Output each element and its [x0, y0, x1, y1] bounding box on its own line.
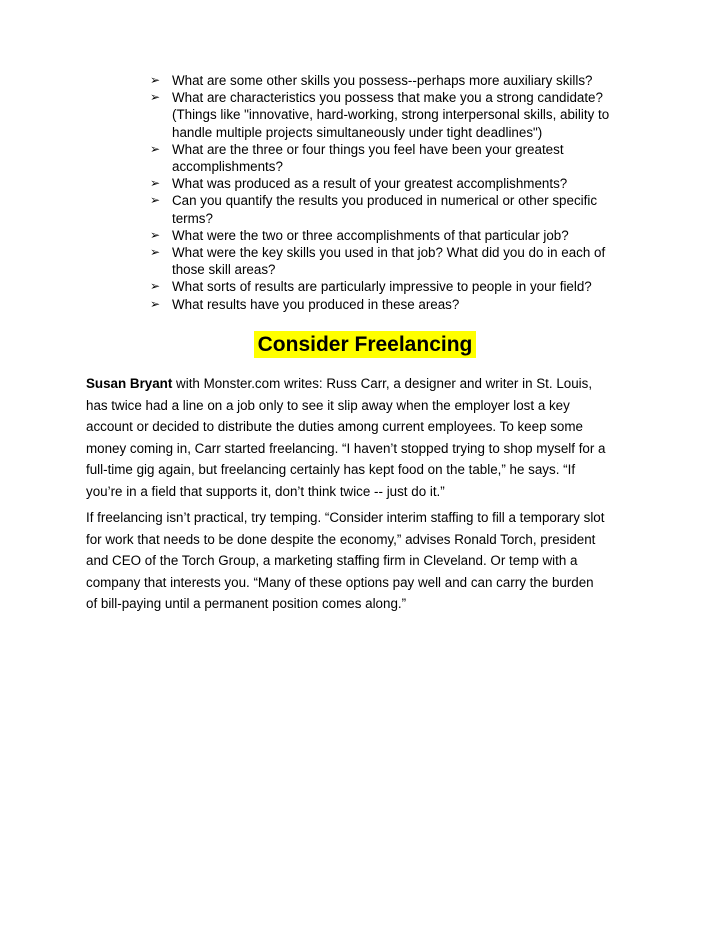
- list-item: [150, 296, 640, 313]
- paragraph-line: you’re in a field that supports it, don’t think twice -- just do it.”: [86, 483, 445, 499]
- list-item: [150, 89, 640, 141]
- question-list: [150, 72, 640, 313]
- list-item-text: What was produced as a result of your greatest accomplishments?: [172, 176, 568, 192]
- list-item-text: (Things like "innovative, hard-working, strong interpersonal skills, ability to: [172, 107, 610, 123]
- list-item: [150, 192, 640, 226]
- paragraph-line: for work that needs to be done despite the economy,” advises Ronald Torch, president: [86, 531, 596, 547]
- arrow-bullet-icon: ➢: [150, 227, 161, 242]
- list-item-text: What sorts of results are particularly impressive to people in your field?: [172, 279, 592, 295]
- list-item-text: those skill areas?: [172, 262, 276, 278]
- paragraph-text: with Monster.com writes: Russ Carr, a designer and writer in St. Louis,: [172, 376, 593, 391]
- paragraph-line: full-time gig again, but freelancing certainly has kept food on the table,” he says. “If: [86, 462, 576, 478]
- list-item-text: What are the three or four things you feel have been your greatest: [172, 141, 564, 157]
- arrow-bullet-icon: ➢: [150, 141, 161, 156]
- list-item: [150, 72, 640, 89]
- list-item: [150, 227, 640, 244]
- list-item-text: terms?: [172, 210, 213, 226]
- list-item-text: What were the two or three accomplishments of that particular job?: [172, 227, 569, 243]
- list-item-text: accomplishments?: [172, 159, 283, 175]
- arrow-bullet-icon: ➢: [150, 193, 161, 208]
- arrow-bullet-icon: ➢: [150, 296, 161, 311]
- arrow-bullet-icon: ➢: [150, 73, 161, 87]
- paragraph-line: money coming in, Carr started freelancing. “I haven’t stopped trying to shop myself for a: [86, 440, 606, 456]
- paragraph-temping: [86, 507, 646, 615]
- list-item-text: Can you quantify the results you produced in numerical or other specific: [172, 193, 598, 209]
- arrow-bullet-icon: ➢: [150, 279, 161, 294]
- arrow-bullet-icon: ➢: [150, 245, 161, 260]
- arrow-bullet-icon: ➢: [150, 90, 161, 105]
- paragraph-line: If freelancing isn’t practical, try temping. “Consider interim staffing to fill a temporary slot: [86, 510, 605, 525]
- paragraph-line: and CEO of the Torch Group, a marketing staffing firm in Cleveland. Or temp with a: [86, 553, 578, 569]
- section-heading: Consider Freelancing: [254, 331, 477, 358]
- section-heading-container: [0, 331, 728, 358]
- list-item-text: What results have you produced in these areas?: [172, 296, 460, 312]
- list-item-text: handle multiple projects simultaneously under tight deadlines"): [172, 124, 543, 140]
- paragraph-line: of bill-paying until a permanent position comes along.”: [86, 596, 407, 612]
- paragraph-line: account or decided to distribute the duties among current employees. To keep some: [86, 419, 583, 435]
- list-item: [150, 141, 640, 175]
- list-item-text: What are some other skills you possess--perhaps more auxiliary skills?: [172, 73, 593, 88]
- paragraph-line: [86, 373, 646, 395]
- list-item-text: What were the key skills you used in that job? What did you do in each of: [172, 245, 606, 261]
- author-name: Susan Bryant: [86, 376, 173, 391]
- list-item-text: What are characteristics you possess that make you a strong candidate?: [172, 90, 603, 106]
- paragraph-line: has twice had a line on a job only to see it slip away when the employer lost a key: [86, 397, 570, 413]
- paragraph-freelancing: [86, 373, 646, 503]
- paragraph-line: company that interests you. “Many of these options pay well and can carry the burden: [86, 574, 594, 590]
- list-item: [150, 278, 640, 295]
- list-item: [150, 244, 640, 278]
- arrow-bullet-icon: ➢: [150, 176, 161, 191]
- list-item: [150, 175, 640, 192]
